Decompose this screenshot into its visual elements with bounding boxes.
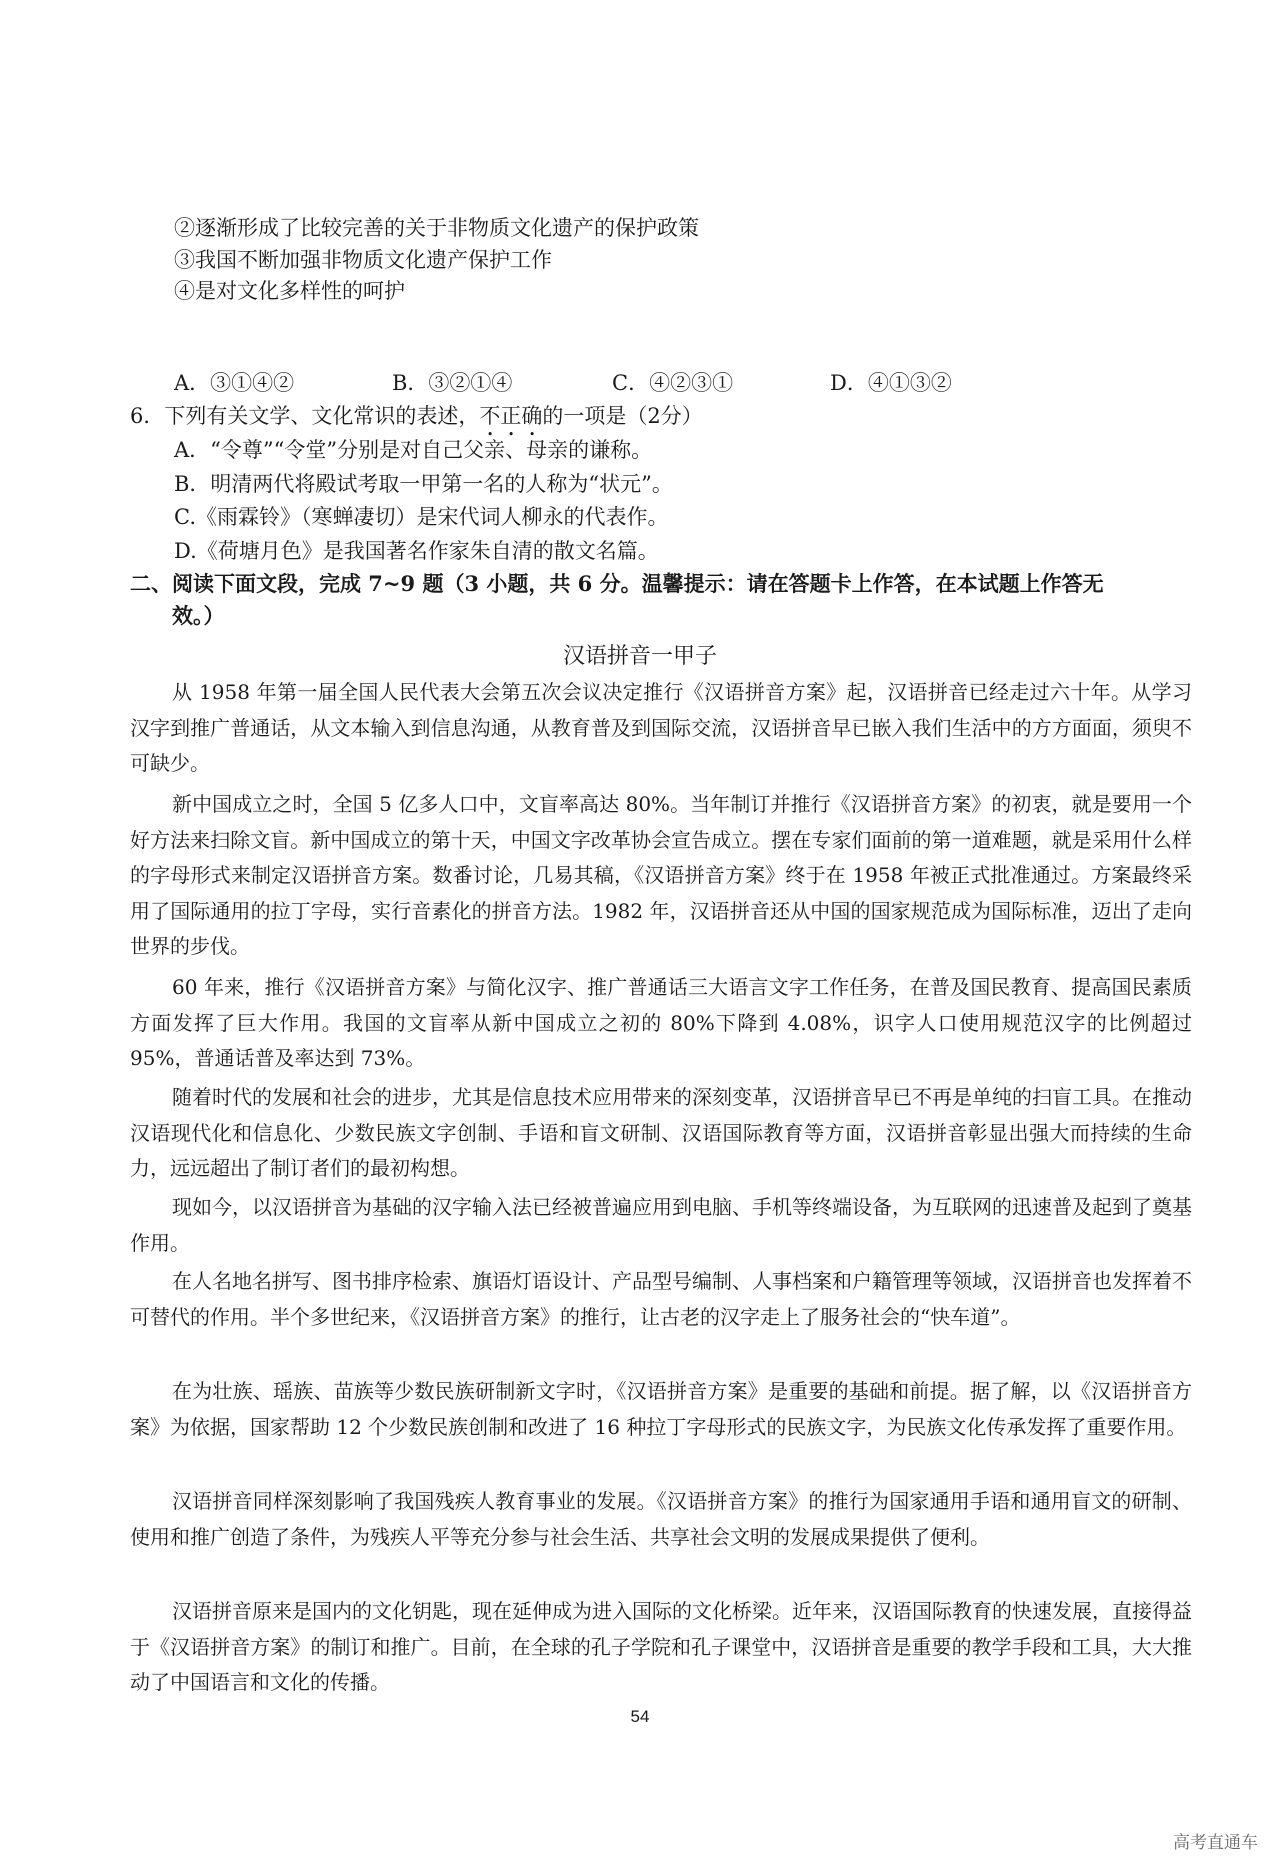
q6-stem-prefix: 6．下列有关文学、文化常识的表述， <box>130 404 480 428</box>
q5-option-c: C．④②③① <box>612 371 734 395</box>
q6-option-a: A．“令尊”“令堂”分别是对自己父亲、母亲的谦称。 <box>174 438 653 462</box>
article-title: 汉语拼音一甲子 <box>562 644 717 669</box>
article-paragraph-5: 现如今，以汉语拼音为基础的汉字输入法已经被普遍应用到电脑、手机等终端设备，为互联网的迅速普及起到了奠基作用。 <box>130 1195 1192 1255</box>
article-paragraph-8: 汉语拼音同样深刻影响了我国残疾人教育事业的发展。《汉语拼音方案》的推行为国家通用手语和通用盲文的研制、使用和推广创造了条件，为残疾人平等充分参与社会生活、共享社会文明的发展成果提供了便利。 <box>130 1489 1192 1549</box>
q5-item-3: ③我国不断加强非物质文化遗产保护工作 <box>174 248 552 272</box>
page-number: 54 <box>630 1707 650 1726</box>
article-paragraph-7: 在为壮族、瑶族、苗族等少数民族研制新文字时，《汉语拼音方案》是重要的基础和前提。据了解，以《汉语拼音方案》为依据，国家帮助 12 个少数民族创制和改进了 16 种拉丁字母形式的民族文字，为民族文化传承发挥了重要作用。 <box>130 1379 1192 1439</box>
q5-option-a: A．③①④② <box>174 371 295 395</box>
watermark-text: 高考直通车 <box>1173 1833 1258 1853</box>
article-paragraph-2: 新中国成立之时，全国 5 亿多人口中，文盲率高达 80%。当年制订并推行《汉语拼音方案》的初衷，就是要用一个好方法来扫除文盲。新中国成立的第十天，中国文字改革协会宣告成立。摆在专家们面前的第一道难题，就是采用什么样的字母形式来制定汉语拼音方案。数番讨论，几易其稿，《汉语拼音方案》终于在 1958 年被正式批准通过。方案最终采用了国际通用的拉丁字母，实行音素化的拼音方法。1982 年，汉语拼音还从中国的国家规范成为国际标准，迈出了走向世界的步伐。 <box>130 792 1192 958</box>
q5-option-b: B．③②①④ <box>392 371 513 395</box>
article-paragraph-6: 在人名地名拼写、图书排序检索、旗语灯语设计、产品型号编制、人事档案和户籍管理等领域，汉语拼音也发挥着不可替代的作用。半个多世纪来，《汉语拼音方案》的推行，让古老的汉字走上了服务社会的“快车道”。 <box>130 1269 1192 1329</box>
article-paragraph-1: 从 1958 年第一届全国人民代表大会第五次会议决定推行《汉语拼音方案》起，汉语拼音已经走过六十年。从学习汉字到推广普通话，从文本输入到信息沟通，从教育普及到国际交流，汉语拼音早已嵌入我们生活中的方方面面，须臾不可缺少。 <box>130 680 1192 775</box>
q6-option-d: D.《荷塘月色》是我国著名作家朱自清的散文名篇。 <box>174 539 659 563</box>
article-paragraph-9: 汉语拼音原来是国内的文化钥匙，现在延伸成为进入国际的文化桥梁。近年来，汉语国际教育的快速发展，直接得益于《汉语拼音方案》的制订和推广。目前，在全球的孔子学院和孔子课堂中，汉语拼音是重要的教学手段和工具，大大推动了中国语言和文化的传播。 <box>130 1599 1192 1694</box>
q5-options <box>174 369 994 397</box>
q6-stem-suffix: 的一项是（2分） <box>542 404 703 428</box>
q6-option-b: B．明清两代将殿试考取一甲第一名的人称为“状元”。 <box>174 472 673 496</box>
q5-item-2: ②逐渐形成了比较完善的关于非物质文化遗产的保护政策 <box>174 216 699 240</box>
article-paragraph-3: 60 年来，推行《汉语拼音方案》与简化汉字、推广普通话三大语言文字工作任务，在普及国民教育、提高国民素质方面发挥了巨大作用。我国的文盲率从新中国成立之初的 80%下降到 4.08%，识字人口使用规范汉字的比例超过 95%，普通话普及率达到 73%。 <box>130 975 1192 1070</box>
section2-heading-line1: 二、阅读下面文段，完成 7~9 题（3 小题，共 6 分。温馨提示：请在答题卡上作答，在本试题上作答无 <box>130 571 1104 596</box>
q6-stem-emphasis: 不正确 <box>479 404 543 428</box>
section2-heading-line2: 效。） <box>172 603 225 628</box>
q5-option-d: D．④①③② <box>830 371 952 395</box>
q5-item-4: ④是对文化多样性的呵护 <box>174 279 405 303</box>
article-paragraph-4: 随着时代的发展和社会的进步，尤其是信息技术应用带来的深刻变革，汉语拼音早已不再是单纯的扫盲工具。在推动汉语现代化和信息化、少数民族文字创制、手语和盲文研制、汉语国际教育等方面，汉语拼音彰显出强大而持续的生命力，远远超出了制订者们的最初构想。 <box>130 1085 1192 1180</box>
q6-option-c: C.《雨霖铃》（寒蝉凄切）是宋代词人柳永的代表作。 <box>174 505 669 529</box>
